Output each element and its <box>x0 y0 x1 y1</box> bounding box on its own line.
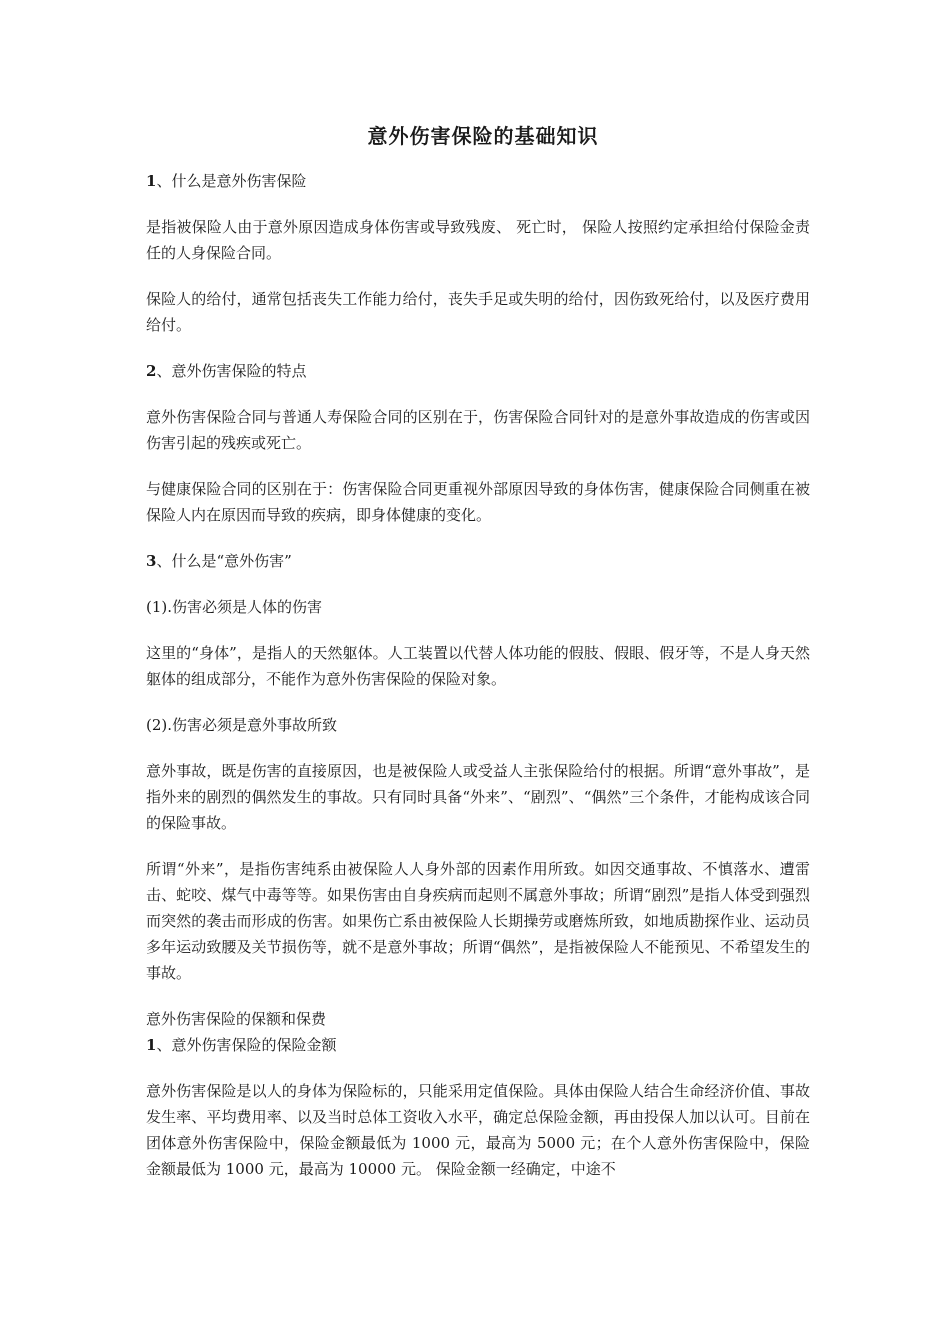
paragraph: 这里的“身体”，是指人的天然躯体。人工装置以代替人体功能的假肢、假眼、假牙等，不是人身天然躯体的组成部分，不能作为意外伤害保险的保险对象。 <box>146 644 810 688</box>
heading-number: 1 <box>146 1036 157 1054</box>
paragraph: 与健康保险合同的区别在于：伤害保险合同更重视外部原因导致的身体伤害，健康保险合同侧重在被保险人内在原因而导致的疾病，即身体健康的变化。 <box>146 480 810 524</box>
section-heading-4 <box>146 1032 810 1058</box>
paragraph: 意外事故，既是伤害的直接原因，也是被保险人或受益人主张保险给付的根据。所谓“意外事故”，是指外来的剧烈的偶然发生的事故。只有同时具备“外来”、“剧烈”、“偶然”三个条件，才能构成该合同的保险事故。 <box>146 762 810 832</box>
paragraph: 保险人的给付，通常包括丧失工作能力给付，丧失手足或失明的给付，因伤致死给付，以及医疗费用给付。 <box>146 290 810 334</box>
section-heading-2 <box>146 358 810 384</box>
paragraph: 意外伤害保险是以人的身体为保险标的，只能采用定值保险。具体由保险人结合生命经济价值、事故发生率、平均费用率、以及当时总体工资收入水平，确定总保险金额，再由投保人加以认可。目前在团体意外伤害保险中，保险金额最低为 1000 元，最高为 5000 元；在个人意外伤害保险中，保险金额最低为 1000 元，最高为 10000 元。 保险金额一经确定，中途不 <box>146 1082 810 1178</box>
paragraph: 所谓“外来”，是指伤害纯系由被保险人人身外部的因素作用所致。如因交通事故、不慎落水、遭雷击、蛇咬、煤气中毒等等。如果伤害由自身疾病而起则不属意外事故；所谓“剧烈”是指人体受到强烈而突然的袭击而形成的伤害。如果伤亡系由被保险人长期操劳或磨炼所致，如地质勘探作业、运动员多年运动致腰及关节损伤等，就不是意外事故；所谓“偶然”，是指被保险人不能预见、不希望发生的事故。 <box>146 860 810 982</box>
heading-text: 、什么是意外伤害保险 <box>156 172 307 190</box>
document-page <box>146 118 810 1202</box>
heading-number: 1 <box>146 172 157 190</box>
paragraph: 意外伤害保险合同与普通人寿保险合同的区别在于，伤害保险合同针对的是意外事故造成的伤害或因伤害引起的残疾或死亡。 <box>146 408 810 452</box>
heading-number: 2 <box>146 362 157 380</box>
section-heading-3 <box>146 548 810 574</box>
section-heading-plain: 意外伤害保险的保额和保费 <box>146 1010 327 1028</box>
heading-text: 、意外伤害保险的保险金额 <box>156 1036 337 1054</box>
paragraph: 是指被保险人由于意外原因造成身体伤害或导致残废、 死亡时， 保险人按照约定承担给付保险金责任的人身保险合同。 <box>146 218 810 262</box>
document-title: 意外伤害保险的基础知识 <box>367 124 599 148</box>
heading-text: 、意外伤害保险的特点 <box>156 362 307 380</box>
subheading: (2).伤害必须是意外事故所致 <box>146 716 338 734</box>
heading-number: 3 <box>146 552 157 570</box>
heading-text: 、什么是“意外伤害” <box>156 552 292 570</box>
section-heading-1 <box>146 168 810 194</box>
subheading: (1).伤害必须是人体的伤害 <box>146 598 323 616</box>
